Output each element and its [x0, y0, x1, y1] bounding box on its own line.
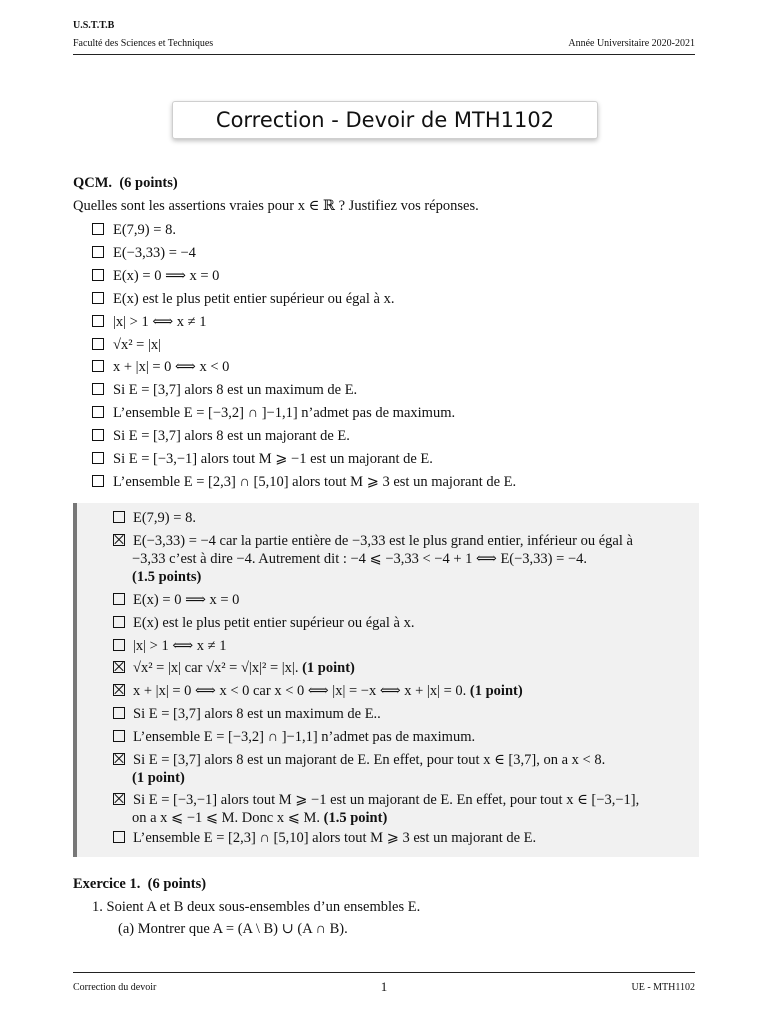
correction-item-text: E(−3,33) = −4 car la partie entière de −3,33 est le plus grand entier, inférieur ou égal à: [133, 533, 633, 549]
qcm-heading-label: QCM.: [73, 175, 113, 191]
qcm-question: Quelles sont les assertions vraies pour x ∈ ℝ ? Justifiez vos réponses.: [73, 198, 479, 214]
correction-item-text: E(x) est le plus petit entier supérieur ou égal à x.: [133, 615, 415, 631]
checkbox-icon: [92, 292, 104, 304]
checkbox-icon: [113, 616, 125, 628]
checkbox-icon: [92, 452, 104, 464]
checkbox-icon: [92, 269, 104, 281]
correction-item: [113, 509, 683, 527]
qcm-item-text: E(x) = 0 ⟹ x = 0: [113, 267, 220, 284]
qcm-item: [92, 404, 455, 422]
correction-item: [113, 614, 683, 632]
correction-item-text: E(7,9) = 8.: [133, 510, 196, 526]
correction-item-continuation-text: on a x ⩽ −1 ⩽ M. Donc x ⩽ M.: [132, 810, 321, 826]
qcm-item-text: L’ensemble E = [−3,2] ∩ ]−1,1] n’admet pas de maximum.: [113, 405, 456, 422]
checkbox-icon: [113, 730, 125, 742]
checkbox-icon: [92, 315, 104, 327]
qcm-item: [92, 336, 161, 354]
correction-item-text: Si E = [−3,−1] alors tout M ⩾ −1 est un majorant de E. En effet, pour tout x ∈ [−3,−1],: [133, 792, 640, 808]
qcm-item: [92, 267, 219, 285]
exercise1-heading: [73, 876, 206, 893]
correction-item-continuation: [113, 809, 683, 827]
checkbox-icon: [113, 639, 125, 651]
correction-item-points: (1.5 point): [323, 810, 388, 826]
checkbox-icon: [92, 383, 104, 395]
correction-item-points: (1 point): [469, 683, 523, 699]
checkbox-icon: [92, 429, 104, 441]
qcm-item-text: L’ensemble E = [2,3] ∩ [5,10] alors tout M ⩾ 3 est un majorant de E.: [113, 473, 517, 490]
correction-item-text: |x| > 1 ⟺ x ≠ 1: [133, 638, 227, 654]
correction-item: [113, 751, 683, 787]
exercise1-points: (6 points): [147, 876, 207, 892]
checked-box-icon: [113, 661, 125, 673]
qcm-item-text: Si E = [−3,−1] alors tout M ⩾ −1 est un majorant de E.: [113, 451, 433, 467]
checkbox-icon: [92, 223, 104, 235]
correction-item: [113, 637, 683, 655]
qcm-points: (6 points): [119, 175, 178, 191]
checked-box-icon: [113, 753, 125, 765]
correction-item: [113, 682, 683, 700]
checkbox-icon: [113, 593, 125, 605]
correction-item-text: L’ensemble E = [2,3] ∩ [5,10] alors tout M ⩾ 3 est un majorant de E.: [133, 830, 537, 846]
correction-item: [113, 591, 683, 609]
qcm-item-text: E(−3,33) = −4: [113, 244, 196, 261]
correction-item: [113, 791, 683, 827]
checked-box-icon: [113, 684, 125, 696]
exercise1-item1a: (a) Montrer que A = (A \ B) ∪ (A ∩ B).: [118, 921, 348, 937]
qcm-item: [92, 450, 433, 468]
header-rule: [73, 54, 695, 55]
checkbox-icon: [113, 707, 125, 719]
exercise1-label: Exercice 1.: [73, 876, 141, 892]
checkbox-icon: [92, 246, 104, 258]
correction-item: [113, 532, 683, 586]
correction-item: [113, 829, 683, 847]
qcm-item: [92, 290, 394, 308]
correction-item: [113, 705, 683, 723]
qcm-item: [92, 244, 196, 262]
checkbox-icon: [113, 831, 125, 843]
correction-item: [113, 659, 683, 677]
header-institution: U.S.T.T.B: [73, 20, 115, 31]
exercise1-item1: 1. Soient A et B deux sous-ensembles d’un ensembles E.: [92, 899, 421, 915]
qcm-item-text: √x² = |x|: [113, 336, 162, 353]
footer-page-number: 1: [380, 979, 388, 994]
qcm-item: [92, 473, 516, 491]
checked-box-icon: [113, 793, 125, 805]
document-title: Correction - Devoir de MTH1102: [215, 108, 555, 132]
correction-item-points: (1 point): [302, 660, 355, 676]
correction-item-text: √x² = |x| car √x² = √|x|² = |x|.: [133, 660, 299, 676]
checked-box-icon: [113, 534, 125, 546]
checkbox-icon: [92, 360, 104, 372]
qcm-item-text: Si E = [3,7] alors 8 est un maximum de E.: [113, 382, 358, 399]
correction-item-continuation-text: −3,33 c’est à dire −4. Autrement dit : −4 ⩽ −3,33 < −4 + 1 ⟺ E(−3,33) = −4.: [132, 551, 587, 567]
correction-item-text: Si E = [3,7] alors 8 est un maximum de E..: [133, 706, 381, 722]
correction-item-continuation: [113, 550, 683, 568]
qcm-item: [92, 358, 229, 376]
correction-item: [113, 728, 683, 746]
correction-item-text: Si E = [3,7] alors 8 est un majorant de E. En effet, pour tout x ∈ [3,7], on a x < 8.: [133, 752, 606, 768]
qcm-item-text: |x| > 1 ⟺ x ≠ 1: [113, 313, 207, 330]
footer-left: Correction du devoir: [73, 982, 157, 993]
qcm-item: [92, 381, 357, 399]
header-faculty: Faculté des Sciences et Techniques: [73, 38, 214, 49]
qcm-item-text: E(x) est le plus petit entier supérieur ou égal à x.: [113, 290, 395, 307]
correction-item-points: (1 point): [132, 770, 185, 786]
footer-right: UE - MTH1102: [631, 982, 695, 993]
correction-item-text: L’ensemble E = [−3,2] ∩ ]−1,1] n’admet pas de maximum.: [133, 729, 476, 745]
qcm-item-text: E(7,9) = 8.: [113, 222, 176, 238]
qcm-item-text: Si E = [3,7] alors 8 est un majorant de E.: [113, 428, 350, 445]
qcm-item-text: x + |x| = 0 ⟺ x < 0: [113, 359, 230, 376]
correction-item-text: x + |x| = 0 ⟺ x < 0 car x < 0 ⟺ |x| = −x ⟺ x + |x| = 0.: [133, 683, 467, 699]
qcm-item: [92, 427, 350, 445]
header-year: Année Universitaire 2020-2021: [568, 38, 695, 49]
qcm-heading: [73, 175, 178, 192]
checkbox-icon: [92, 475, 104, 487]
qcm-item: [92, 313, 206, 331]
checkbox-icon: [92, 338, 104, 350]
qcm-item: [92, 221, 176, 239]
document-title-box: [172, 101, 598, 139]
correction-item-points: (1.5 points): [132, 569, 202, 585]
footer-rule: [73, 972, 695, 973]
checkbox-icon: [113, 511, 125, 523]
correction-item-text: E(x) = 0 ⟹ x = 0: [133, 592, 240, 608]
checkbox-icon: [92, 406, 104, 418]
